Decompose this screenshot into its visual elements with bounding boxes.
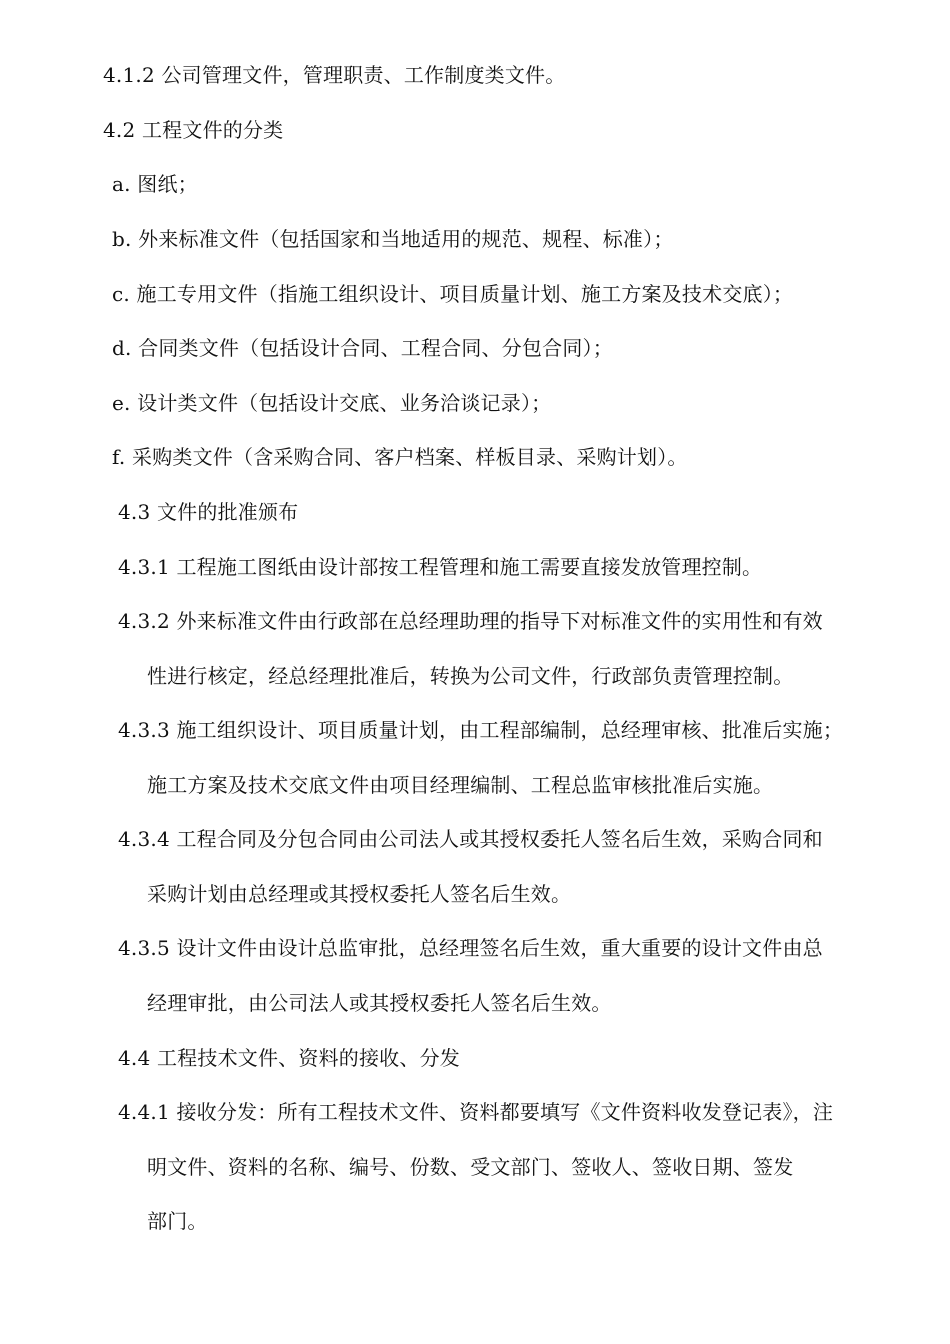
list-item-d: d. 合同类文件（包括设计合同、工程合同、分包合同）；: [112, 336, 613, 360]
section-4-3-1: 4.3.1 工程施工图纸由设计部按工程管理和施工需要直接发放管理控制。: [118, 555, 763, 579]
section-4-3-3-line-1: 4.3.3 施工组织设计、项目质量计划，由工程部编制，总经理审核、批准后实施；: [118, 718, 844, 742]
heading-4-4: 4.4 工程技术文件、资料的接收、分发: [118, 1046, 460, 1070]
section-4-3-2-line-1: 4.3.2 外来标准文件由行政部在总经理助理的指导下对标准文件的实用性和有效: [118, 609, 823, 633]
list-item-c: c. 施工专用文件（指施工组织设计、项目质量计划、施工方案及技术交底）；: [112, 282, 794, 306]
list-item-e: e. 设计类文件（包括设计交底、业务洽谈记录）；: [112, 391, 552, 415]
section-4-3-3-line-2: 施工方案及技术交底文件由项目经理编制、工程总监审核批准后实施。: [147, 773, 774, 797]
section-4-3-2-line-2: 性进行核定，经总经理批准后，转换为公司文件，行政部负责管理控制。: [147, 664, 794, 688]
section-4-3-4-line-1: 4.3.4 工程合同及分包合同由公司法人或其授权委托人签名后生效，采购合同和: [118, 827, 823, 851]
section-4-3-5-line-2: 经理审批，由公司法人或其授权委托人签名后生效。: [147, 991, 612, 1015]
heading-4-2: 4.2 工程文件的分类: [103, 118, 284, 142]
list-item-b: b. 外来标准文件（包括国家和当地适用的规范、规程、标准）；: [112, 227, 674, 251]
section-4-1-2: 4.1.2 公司管理文件，管理职责、工作制度类文件。: [103, 63, 566, 87]
list-item-a: a. 图纸；: [112, 172, 198, 196]
heading-4-3: 4.3 文件的批准颁布: [118, 500, 299, 524]
list-item-f: f. 采购类文件（含采购合同、客户档案、样板目录、采购计划）。: [112, 445, 688, 469]
section-4-3-5-line-1: 4.3.5 设计文件由设计总监审批，总经理签名后生效，重大重要的设计文件由总: [118, 936, 823, 960]
section-4-4-1-line-1: 4.4.1 接收分发：所有工程技术文件、资料都要填写《文件资料收发登记表》，注: [118, 1100, 834, 1124]
section-4-4-1-line-3: 部门。: [147, 1209, 208, 1233]
section-4-3-4-line-2: 采购计划由总经理或其授权委托人签名后生效。: [147, 882, 572, 906]
section-4-4-1-line-2: 明文件、资料的名称、编号、份数、受文部门、签收人、签收日期、签发: [147, 1155, 794, 1179]
